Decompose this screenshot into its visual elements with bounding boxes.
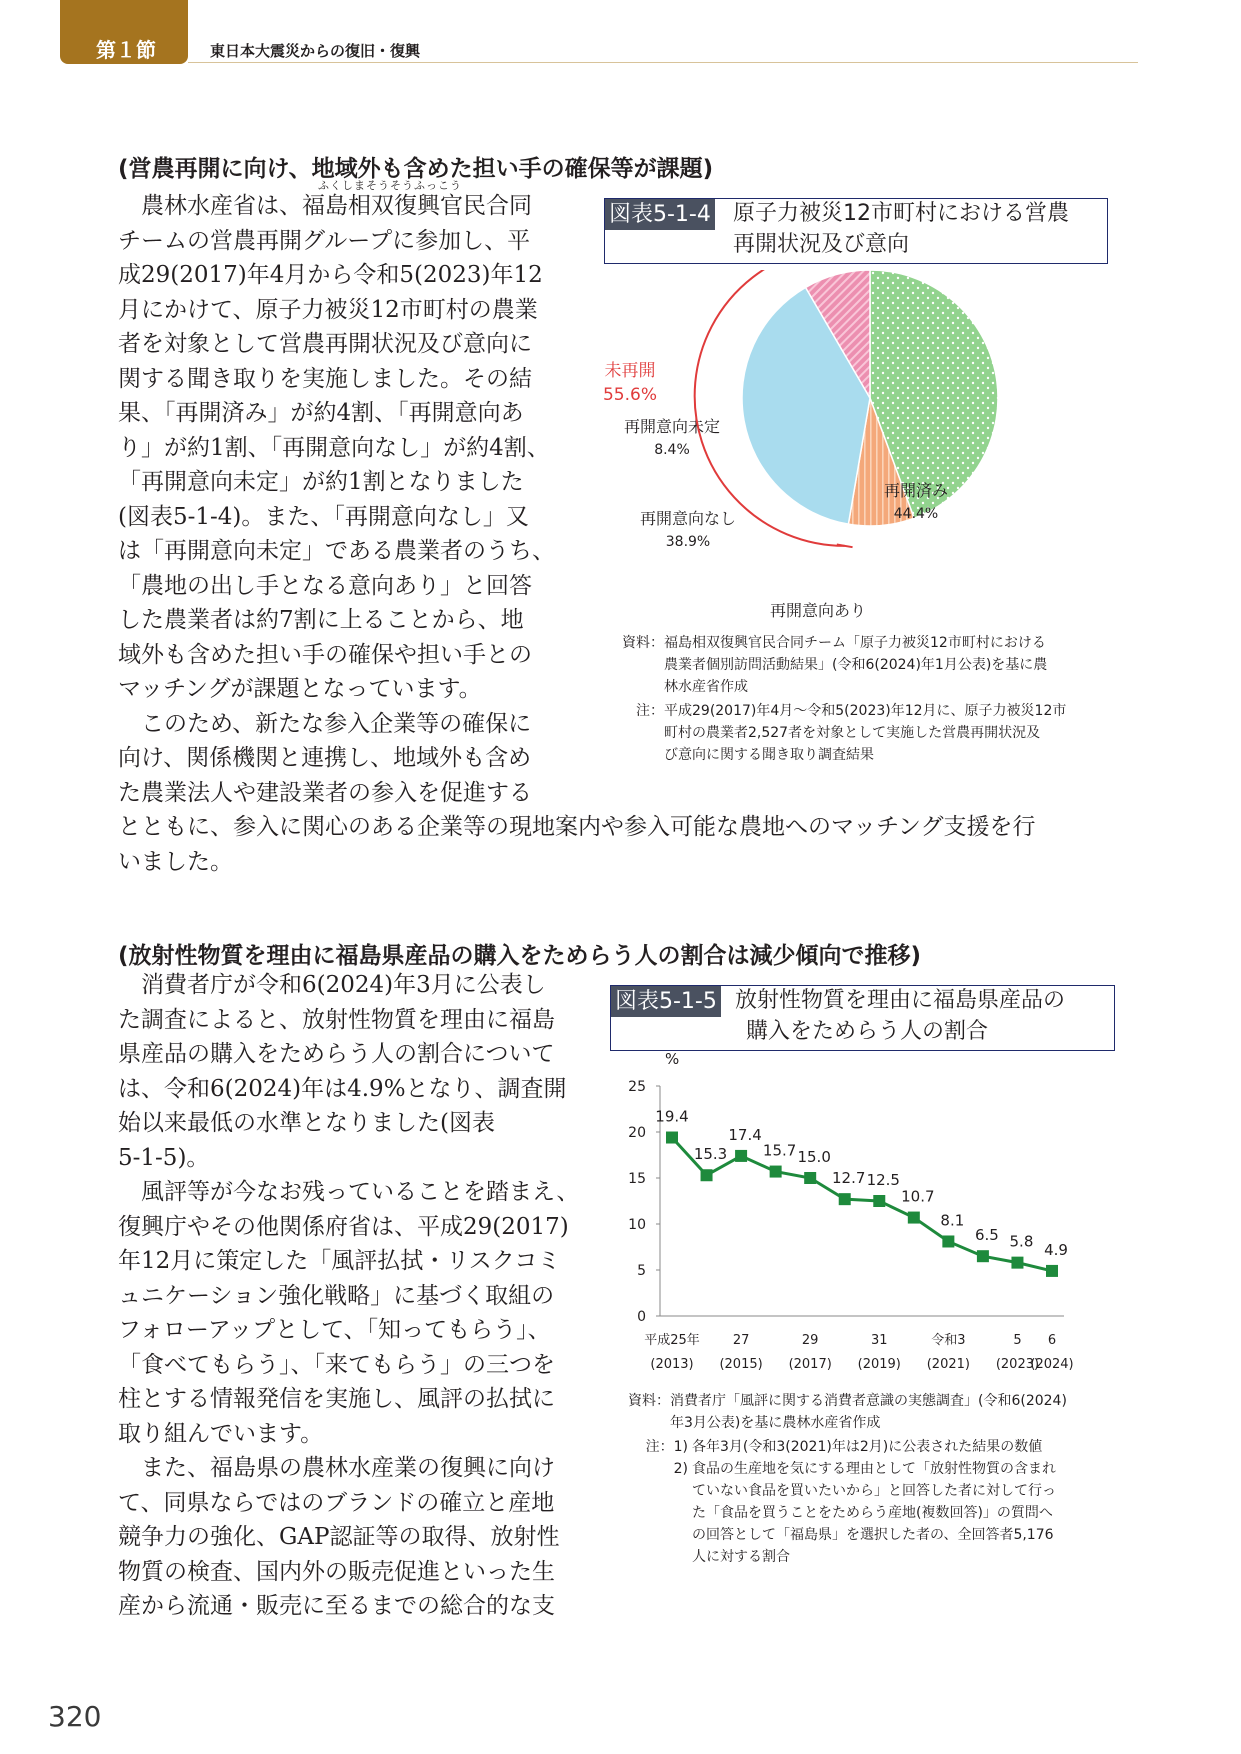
- line-chart: [610, 1050, 1110, 1380]
- x-tick-label: 6: [1047, 1333, 1057, 1348]
- source-line: 年3月公表)を基に農林水産省作成: [670, 1415, 881, 1431]
- body-line: 産から流通・販売に至るまでの総合的な支: [118, 1593, 555, 1619]
- body-line: 関する聞き取りを実施しました。その結: [118, 365, 532, 392]
- section1-body-full: [118, 810, 1128, 879]
- y-tick-label: 5: [637, 1263, 646, 1279]
- figure-5-1-5-notes: [626, 1390, 1106, 1568]
- body-line: ュニケーション強化戦略」に基づく取組の: [118, 1282, 555, 1309]
- body-line: マッチングが課題となっています。: [118, 676, 482, 702]
- body-line: た農業法人や建設業者の参入を促進する: [118, 779, 532, 806]
- body-line: 物質の検査、国内外の販売促進といった生: [118, 1558, 555, 1585]
- data-label: 8.1: [940, 1211, 965, 1230]
- body-line: このため、新たな参入企業等の確保に: [141, 710, 532, 737]
- body-line: は「再開意向未定」である農業者のうち、: [118, 538, 555, 564]
- y-tick-label: 25: [628, 1079, 646, 1095]
- source-line: 農業者個別訪問活動結果」(令和6(2024)年1月公表)を基に農: [664, 657, 1048, 673]
- figure-5-1-4-title: [604, 198, 1108, 264]
- body-line: 者を対象として営農再開状況及び意向に: [118, 331, 532, 357]
- x-tick-label: (2015): [719, 1357, 763, 1372]
- x-tick-label: 27: [732, 1333, 750, 1348]
- body-line: 「再開意向未定」が約1割となりました: [118, 469, 524, 495]
- section2-heading: (放射性物質を理由に福島県産品の購入をためらう人の割合は減少傾向で推移): [118, 943, 922, 969]
- body-line: いました。: [118, 848, 233, 875]
- x-tick-label: (2013): [650, 1357, 694, 1372]
- note-label: 2): [673, 1461, 688, 1477]
- figure-label: 図表5-1-4: [605, 199, 715, 230]
- source-line: 林水産省作成: [664, 679, 748, 695]
- data-label: 4.9: [1044, 1240, 1068, 1259]
- body-line: 消費者庁が令和6(2024)年3月に公表し: [141, 972, 546, 998]
- y-unit-label: %: [665, 1050, 680, 1068]
- source-label: 資料：: [628, 1393, 670, 1409]
- figure-5-1-4-notes: [620, 632, 1100, 766]
- page-number: 320: [48, 1700, 102, 1733]
- body-line: した農業者は約7割に上ることから、地: [118, 607, 524, 633]
- x-tick-label: (2023): [995, 1357, 1040, 1372]
- data-point: [942, 1235, 954, 1247]
- source-label: 資料：: [622, 635, 664, 651]
- body-line: また、福島県の農林水産業の復興に向け: [141, 1455, 555, 1481]
- x-tick-label: 29: [801, 1333, 819, 1348]
- data-label: 15.3: [693, 1145, 728, 1164]
- bracket-tick: [837, 544, 853, 547]
- data-label: 12.5: [866, 1171, 900, 1189]
- note-line: た「食品を買うことをためらう産地(複数回答)」の質問へ: [692, 1505, 1053, 1521]
- body-line: た調査によると、放射性物質を理由に福島: [118, 1006, 555, 1033]
- note-line: 平成29(2017)年4月～令和5(2023)年12月に、原子力被災12市: [664, 703, 1067, 719]
- y-tick-label: 20: [628, 1125, 646, 1141]
- slice-value: 8.4%: [654, 442, 690, 458]
- data-label: 5.8: [1009, 1232, 1034, 1251]
- note-line: び意向に関する聞き取り調査結果: [664, 747, 874, 763]
- body-line: (図表5-1-4)。また、「再開意向なし」又: [118, 503, 529, 530]
- section1-heading: (営農再開に向け、地域外も含めた担い手の確保等が課題): [118, 156, 714, 182]
- body-line: 始以来最低の水準となりました(図表: [118, 1110, 495, 1136]
- body-line: 柱とする情報発信を実施し、風評の払拭に: [118, 1386, 555, 1412]
- note-label: 注：1): [645, 1439, 688, 1455]
- data-point: [839, 1193, 851, 1205]
- data-point: [770, 1166, 782, 1178]
- furigana: ふくしまそうそうふっこう: [318, 179, 462, 192]
- body-line: 競争力の強化、GAP認証等の取得、放射性: [118, 1524, 560, 1550]
- figure-title-line1: 原子力被災12市町村における営農: [733, 201, 1069, 226]
- header-title: 東日本大震災からの復旧・復興: [210, 42, 421, 60]
- data-point: [1046, 1265, 1058, 1277]
- unrestarted-value: 55.6%: [602, 385, 658, 405]
- note-line: ていない食品を買いたいから」と回答した者に対して行っ: [692, 1483, 1056, 1499]
- slice-label: 再開意向未定: [623, 417, 721, 436]
- data-label: 17.4: [728, 1125, 762, 1144]
- body-line: チームの営農再開グループに参加し、平: [118, 227, 531, 254]
- section-number: 第１節: [96, 38, 156, 62]
- source-line: 福島相双復興官民合同チーム「原子力被災12市町村における: [664, 635, 1046, 651]
- figure-title-line2: 再開状況及び意向: [733, 232, 910, 257]
- slice-label: 再開済み: [883, 481, 949, 500]
- y-tick-label: 15: [628, 1171, 646, 1187]
- body-line: 5-1-5)。: [118, 1144, 210, 1171]
- body-line: 県産品の購入をためらう人の割合について: [118, 1041, 555, 1067]
- data-point: [908, 1212, 920, 1224]
- data-point: [873, 1195, 885, 1207]
- data-point: [804, 1172, 816, 1184]
- x-tick-label: (2021): [926, 1357, 970, 1372]
- note-line: の回答として「福島県」を選択した者の、全回答者5,176: [692, 1527, 1054, 1543]
- data-point: [735, 1150, 747, 1162]
- x-tick-label: (2024): [1030, 1357, 1074, 1372]
- x-tick-label: (2019): [857, 1357, 901, 1372]
- unrestarted-label: 未再開: [604, 361, 656, 381]
- data-point: [666, 1132, 678, 1144]
- figure-label: 図表5-1-5: [611, 986, 721, 1017]
- body-line: 果、「再開済み」が約4割、「再開意向あ: [118, 400, 524, 426]
- body-line: 「食べてもらう」、「来てもらう」の三つを: [118, 1351, 555, 1378]
- body-line: 年12月に策定した「風評払拭・リスクコミ: [118, 1248, 561, 1274]
- source-line: 消費者庁「風評に関する消費者意識の実態調査」(令和6(2024): [670, 1393, 1067, 1409]
- x-tick-label: 令和3: [931, 1333, 966, 1348]
- slice-value: 44.4%: [893, 506, 939, 522]
- body-line: 月にかけて、原子力被災12市町村の農業: [118, 296, 538, 323]
- section-tab: [60, 0, 188, 64]
- series-line: [672, 1138, 1052, 1271]
- x-tick-label: 31: [870, 1333, 888, 1348]
- data-point: [977, 1250, 989, 1262]
- header-rule: [188, 62, 1138, 63]
- data-label: 15.0: [797, 1148, 831, 1166]
- x-tick-label: 平成25年: [644, 1333, 700, 1348]
- figure-title-line2: 購入をためらう人の割合: [746, 1019, 989, 1044]
- slice-label: 再開意向なし: [639, 509, 737, 528]
- note-line: 各年3月(令和3(2021)年は2月)に公表された結果の数値: [692, 1439, 1043, 1455]
- pie-chart: [600, 270, 1080, 620]
- data-point: [701, 1169, 713, 1181]
- body-line: 域外も含めた担い手の確保や担い手との: [118, 641, 532, 668]
- slice-label: 再開意向あり: [769, 601, 867, 620]
- body-line: り」が約1割、「再開意向なし」が約4割、: [118, 434, 550, 461]
- figure-title-line1: 放射性物質を理由に福島県産品の: [735, 988, 1066, 1013]
- body-line: 風評等が今なお残っていることを踏まえ、: [141, 1179, 580, 1205]
- note-label: 注：: [636, 703, 664, 719]
- slice-value: 38.9%: [665, 534, 711, 550]
- figure-5-1-5-title: [610, 985, 1115, 1051]
- body-line: 向け、関係機関と連携し、地域外も含め: [118, 745, 532, 771]
- note-line: 町村の農業者2,527者を対象として実施した営農再開状況及: [664, 725, 1041, 741]
- body-line: フォローアップとして、「知ってもらう」、: [118, 1317, 551, 1343]
- x-tick-label: (2017): [788, 1357, 832, 1372]
- body-line: 成29(2017)年4月から令和5(2023)年12: [118, 262, 543, 288]
- data-label: 6.5: [974, 1226, 999, 1245]
- body-line: て、同県ならではのブランドの確立と産地: [118, 1489, 555, 1516]
- data-label: 15.7: [762, 1141, 797, 1160]
- y-tick-label: 0: [637, 1309, 646, 1325]
- body-line: 復興庁やその他関係府省は、平成29(2017): [118, 1213, 569, 1240]
- note-line: 食品の生産地を気にする理由として「放射性物質の含まれ: [692, 1461, 1056, 1477]
- y-tick-label: 10: [628, 1217, 646, 1233]
- note-line: 人に対する割合: [692, 1549, 790, 1565]
- body-line: 「農地の出し手となる意向あり」と回答: [118, 572, 532, 599]
- data-point: [1011, 1257, 1023, 1269]
- body-line: 取り組んでいます。: [118, 1420, 324, 1447]
- body-line: とともに、参入に関心のある企業等の現地案内や参入可能な農地へのマッチング支援を行: [118, 814, 1036, 840]
- x-tick-label: 5: [1013, 1333, 1022, 1348]
- body-line: 農林水産省は、福島相双復興官民合同: [141, 193, 532, 219]
- body-line: は、令和6(2024)年は4.9%となり、調査開: [118, 1075, 567, 1102]
- data-label: 19.4: [655, 1107, 689, 1126]
- data-label: 10.7: [901, 1187, 935, 1206]
- section1-body: [118, 189, 563, 810]
- section2-body: [118, 968, 588, 1624]
- data-label: 12.7: [832, 1169, 866, 1188]
